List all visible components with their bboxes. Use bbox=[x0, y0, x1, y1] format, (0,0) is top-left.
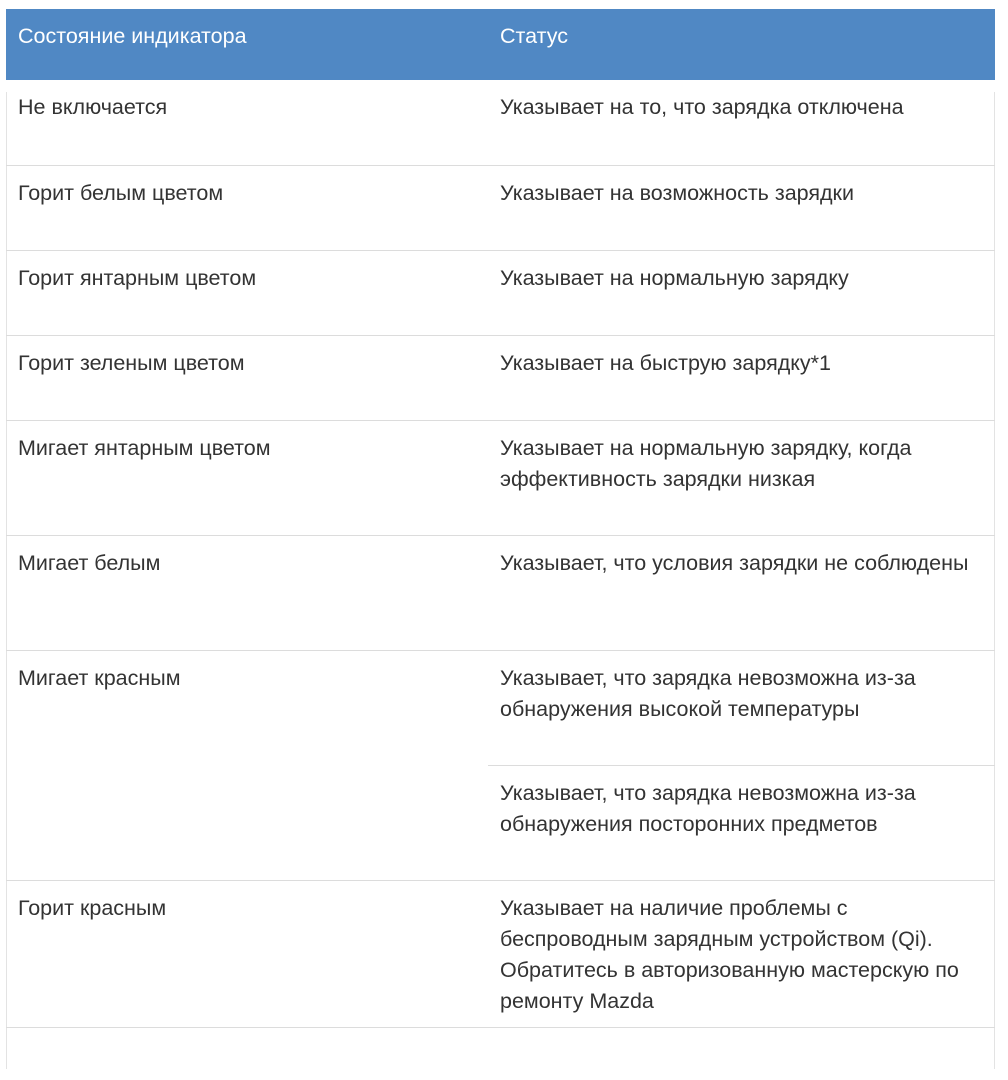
status-cell: Указывает, что условия зарядки не соблюдены bbox=[488, 535, 995, 650]
table-row bbox=[6, 535, 995, 650]
indicator-state-cell: Мигает янтарным цветом bbox=[6, 420, 488, 535]
indicator-state-cell: Мигает красным bbox=[6, 650, 488, 880]
header-status: Статус bbox=[488, 9, 995, 80]
table-header bbox=[6, 9, 995, 80]
indicator-state-cell: Горит зеленым цветом bbox=[6, 335, 488, 420]
indicator-state-cell: Горит белым цветом bbox=[6, 165, 488, 250]
indicator-state-cell: Мигает белым bbox=[6, 535, 488, 650]
table-row bbox=[6, 420, 995, 535]
header-row bbox=[6, 9, 995, 80]
status-cell: Указывает на нормальную зарядку, когда эффективность зарядки низкая bbox=[488, 420, 995, 535]
status-cell: Указывает, что зарядка невозможна из-за обнаружения высокой температуры bbox=[488, 650, 995, 765]
status-cell: Указывает на наличие проблемы с беспроводным зарядным устройством (Qi). Обратитесь в авторизованную мастерскую по ремонту Mazda bbox=[488, 880, 995, 1027]
table-row bbox=[6, 880, 995, 1027]
table-row bbox=[6, 335, 995, 420]
indicator-state-cell: Горит янтарным цветом bbox=[6, 250, 488, 335]
indicator-status-table bbox=[6, 9, 995, 1028]
table-row bbox=[6, 650, 995, 765]
indicator-state-cell: Горит красным bbox=[6, 880, 488, 1027]
status-cell: Указывает на быструю зарядку*1 bbox=[488, 335, 995, 420]
status-cell: Указывает, что зарядка невозможна из-за обнаружения посторонних предметов bbox=[488, 765, 995, 880]
table-row bbox=[6, 165, 995, 250]
header-indicator-state: Состояние индикатора bbox=[6, 9, 488, 80]
status-cell: Указывает на то, что зарядка отключена bbox=[500, 95, 904, 119]
indicator-state-cell: Не включается bbox=[18, 95, 168, 119]
status-cell: Указывает на возможность зарядки bbox=[488, 165, 995, 250]
table-row bbox=[6, 80, 995, 165]
table-body bbox=[6, 80, 995, 1027]
table-row bbox=[6, 250, 995, 335]
status-cell: Указывает на нормальную зарядку bbox=[488, 250, 995, 335]
